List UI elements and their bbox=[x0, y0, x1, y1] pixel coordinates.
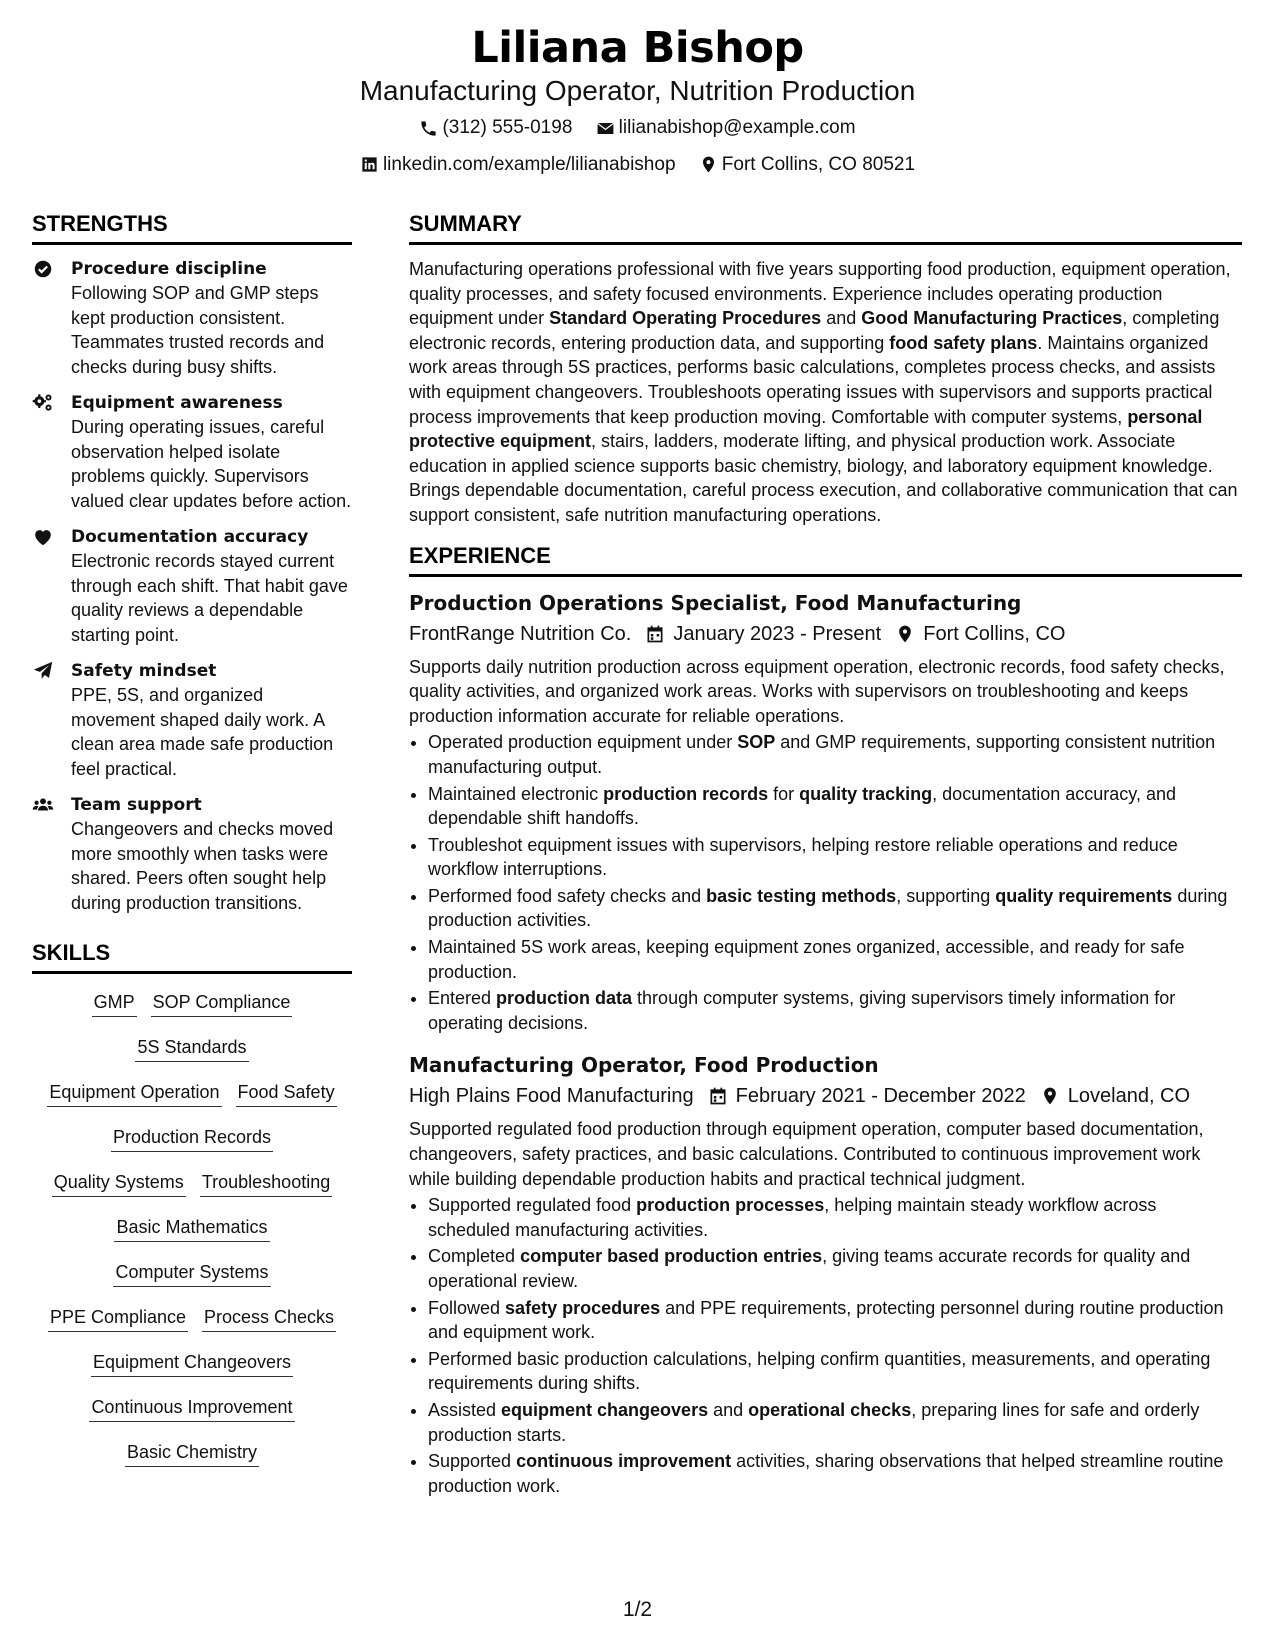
text-run: Performed basic production calculations, helping confirm quantities, measurements, and operating requirements during shifts. bbox=[428, 1348, 1211, 1394]
bold-text: food safety plans bbox=[889, 332, 1038, 353]
skill-tag: Process Checks bbox=[202, 1305, 336, 1332]
text-run: Performed food safety checks and bbox=[428, 885, 707, 906]
team-icon bbox=[32, 794, 54, 816]
job-entry bbox=[409, 589, 1242, 1036]
heart-icon bbox=[32, 526, 54, 548]
candidate-name: Liliana Bishop bbox=[471, 23, 804, 73]
job-bullet bbox=[428, 1296, 1242, 1345]
skill-row bbox=[32, 1035, 352, 1062]
skills-heading: SKILLS bbox=[32, 939, 352, 974]
calendar-icon bbox=[645, 624, 665, 644]
email-contact[interactable] bbox=[596, 116, 856, 140]
bold-text: production records bbox=[603, 783, 769, 804]
text-run: Entered bbox=[428, 988, 497, 1009]
strength-item bbox=[32, 525, 352, 647]
contact-row-2 bbox=[0, 153, 1275, 182]
job-bullet bbox=[428, 884, 1242, 933]
skill-row bbox=[32, 1125, 352, 1152]
strength-text: PPE, 5S, and organized movement shaped daily work. A clean area made safe production feel practical. bbox=[71, 685, 334, 779]
job-title: Production Operations Specialist, Food Manufacturing bbox=[409, 590, 1022, 615]
bold-text: quality tracking bbox=[799, 783, 933, 804]
text-run: Troubleshot equipment issues with supervisors, helping restore reliable operations and reduce workflow interruptions. bbox=[428, 834, 1178, 880]
job-description: Supported regulated food production through equipment operation, computer based documentation, changeovers, safety practices, and basic calculations. Contributed to continuous improvement work while building dependable production habits and practical technical judgment. bbox=[409, 1119, 1204, 1189]
text-run: Supported bbox=[428, 1451, 517, 1472]
job-bullet bbox=[428, 1244, 1242, 1293]
text-run: Supported regulated food bbox=[428, 1195, 637, 1216]
text-run: during production activities. bbox=[428, 885, 1228, 931]
strength-text: Following SOP and GMP steps kept production consistent. Teammates trusted records and checks during busy shifts. bbox=[71, 283, 325, 377]
linkedin-contact[interactable] bbox=[360, 153, 676, 177]
text-run: , supporting bbox=[896, 885, 996, 906]
skill-tag: Basic Mathematics bbox=[114, 1215, 269, 1242]
skill-tag: GMP bbox=[92, 990, 137, 1017]
text-run: . Maintains organized work areas through 5S practices, performs basic calculations, completes process checks, and assists with equipment changeovers. Troubleshoots operating issues with supervisors and supports practical process improvements that keep production moving. Comfortable with computer systems, bbox=[409, 332, 1216, 427]
job-bullet bbox=[428, 782, 1242, 831]
contact-row-1 bbox=[0, 116, 1275, 145]
text-run: Maintained 5S work areas, keeping equipment zones organized, accessible, and ready for safe production. bbox=[428, 937, 1185, 982]
summary-heading: SUMMARY bbox=[409, 210, 1242, 245]
bold-text: basic testing methods bbox=[706, 885, 897, 906]
calendar-icon bbox=[708, 1086, 728, 1106]
job-bullet bbox=[428, 1449, 1242, 1498]
strength-item bbox=[32, 257, 352, 379]
skill-tag: SOP Compliance bbox=[151, 990, 293, 1017]
job-bullet bbox=[428, 935, 1242, 984]
job-dates-group bbox=[708, 1083, 1026, 1109]
skill-row bbox=[32, 1260, 352, 1287]
bold-text: production data bbox=[496, 988, 633, 1009]
bold-text: quality requirements bbox=[995, 885, 1173, 906]
skill-row bbox=[32, 1350, 352, 1377]
skill-tag: Basic Chemistry bbox=[125, 1440, 259, 1467]
linkedin-url: linkedin.com/example/lilianabishop bbox=[382, 153, 676, 175]
job-bullet bbox=[428, 730, 1242, 779]
map-pin-icon bbox=[895, 624, 915, 644]
bold-text: equipment changeovers bbox=[501, 1399, 709, 1420]
skill-tag: Equipment Operation bbox=[47, 1080, 221, 1107]
skill-tag: Computer Systems bbox=[113, 1260, 270, 1287]
experience-heading: EXPERIENCE bbox=[409, 542, 1242, 577]
text-run: , documentation accuracy, and dependable shift handoffs. bbox=[428, 783, 1176, 829]
left-column bbox=[32, 210, 352, 1485]
skill-tag: Quality Systems bbox=[52, 1170, 186, 1197]
right-column bbox=[409, 210, 1242, 1514]
job-location: Fort Collins, CO bbox=[923, 622, 1066, 645]
page-number: 1/2 bbox=[622, 1598, 653, 1621]
text-run: and bbox=[708, 1399, 749, 1420]
skill-tag: 5S Standards bbox=[135, 1035, 248, 1062]
text-run: Assisted bbox=[428, 1399, 502, 1420]
bold-text: continuous improvement bbox=[516, 1451, 732, 1472]
strength-text: Changeovers and checks moved more smoothly when tasks were shared. Peers often sought help during production transitions. bbox=[71, 819, 334, 913]
strength-item bbox=[32, 793, 352, 915]
bold-text: personal protective equipment bbox=[409, 406, 1203, 452]
text-run: Followed bbox=[428, 1297, 506, 1318]
email-address: lilianabishop@example.com bbox=[618, 117, 856, 138]
linkedin-icon bbox=[360, 155, 379, 174]
experience-list bbox=[409, 589, 1242, 1499]
bold-text: Good Manufacturing Practices bbox=[861, 308, 1123, 329]
text-run: Operated production equipment under bbox=[428, 732, 738, 753]
skill-row bbox=[32, 1305, 352, 1332]
text-run: Completed bbox=[428, 1246, 521, 1267]
skill-row bbox=[32, 1080, 352, 1107]
location-contact bbox=[699, 153, 915, 177]
summary-text bbox=[409, 257, 1242, 528]
job-bullet bbox=[428, 833, 1242, 882]
job-description: Supports daily nutrition production across equipment operation, electronic records, food safety checks, quality activities, and organized work areas. Works with supervisors on troubleshooting and keeps production information accurate for reliable operations. bbox=[409, 656, 1225, 726]
strength-title: Procedure discipline bbox=[71, 259, 267, 279]
text-run: activities, sharing observations that helped streamline routine production work. bbox=[428, 1451, 1224, 1496]
bold-text: computer based production entries bbox=[520, 1246, 823, 1267]
job-bullet bbox=[428, 986, 1242, 1035]
strength-item bbox=[32, 391, 352, 513]
strength-item bbox=[32, 659, 352, 781]
job-entry bbox=[409, 1051, 1242, 1498]
resume-header bbox=[0, 22, 1275, 181]
phone-number: (312) 555-0198 bbox=[442, 117, 573, 138]
strengths-list bbox=[32, 257, 352, 915]
job-bullet bbox=[428, 1193, 1242, 1242]
text-run: Manufacturing operations professional with five years supporting food production, equipment operation, quality processes, and safety focused environments. Experience includes operating production equipment under bbox=[409, 259, 1231, 329]
candidate-title: Manufacturing Operator, Nutrition Production bbox=[359, 75, 916, 106]
job-bullets bbox=[409, 730, 1242, 1035]
company-name: FrontRange Nutrition Co. bbox=[409, 622, 632, 645]
text-run: and bbox=[821, 308, 862, 329]
skill-row bbox=[32, 1440, 352, 1467]
skill-row bbox=[32, 990, 352, 1017]
text-run: Maintained electronic bbox=[428, 783, 604, 804]
map-pin-icon bbox=[1040, 1086, 1060, 1106]
skill-row bbox=[32, 1215, 352, 1242]
bold-text: operational checks bbox=[748, 1399, 912, 1420]
strength-text: During operating issues, careful observation helped isolate problems quickly. Supervisors valued clear updates before action. bbox=[71, 417, 352, 511]
skill-row bbox=[32, 1170, 352, 1197]
text-run: and PPE requirements, protecting personnel during routine production and equipment work. bbox=[428, 1297, 1224, 1343]
check-circle-icon bbox=[32, 258, 54, 280]
paper-plane-icon bbox=[32, 660, 54, 682]
skill-tag: Food Safety bbox=[236, 1080, 337, 1107]
skill-tag: Troubleshooting bbox=[200, 1170, 332, 1197]
text-run: and GMP requirements, supporting consistent nutrition manufacturing output. bbox=[428, 732, 1216, 777]
skill-tag: Production Records bbox=[111, 1125, 273, 1152]
skills-list bbox=[32, 986, 352, 1467]
text-run: for bbox=[768, 783, 800, 804]
job-bullet bbox=[428, 1347, 1242, 1396]
company-name: High Plains Food Manufacturing bbox=[409, 1085, 694, 1108]
strength-title: Equipment awareness bbox=[71, 393, 283, 413]
text-run: , stairs, ladders, moderate lifting, and physical production work. Associate education in applied science supports basic chemistry, biology, and laboratory equipment knowledge. Brings dependable documentation, careful process execution, and collaborative communication that can support consistent, safe nutrition manufacturing operations. bbox=[409, 431, 1238, 525]
gears-icon bbox=[32, 392, 54, 414]
strength-title: Documentation accuracy bbox=[71, 527, 309, 547]
job-dates: January 2023 - Present bbox=[673, 622, 882, 645]
job-meta bbox=[409, 621, 1242, 647]
strength-title: Safety mindset bbox=[71, 661, 217, 681]
job-location-group bbox=[1040, 1083, 1190, 1109]
text-run: , helping maintain steady workflow across scheduled manufacturing activities. bbox=[428, 1195, 1157, 1240]
job-dates-group bbox=[645, 621, 881, 647]
skill-tag: Equipment Changeovers bbox=[91, 1350, 293, 1377]
strength-text: Electronic records stayed current through each shift. That habit gave quality reviews a dependable starting point. bbox=[71, 551, 348, 645]
job-location-group bbox=[895, 621, 1065, 647]
envelope-icon bbox=[596, 119, 615, 138]
skill-row bbox=[32, 1395, 352, 1422]
phone-icon bbox=[419, 119, 438, 138]
text-run: through computer systems, giving supervisors timely information for operating decisions. bbox=[428, 988, 1176, 1033]
bold-text: production processes bbox=[636, 1195, 825, 1216]
job-bullets bbox=[409, 1193, 1242, 1498]
strengths-heading: STRENGTHS bbox=[32, 210, 352, 245]
location-text: Fort Collins, CO 80521 bbox=[721, 153, 916, 175]
bold-text: SOP bbox=[737, 732, 776, 753]
phone-contact[interactable] bbox=[419, 116, 572, 140]
text-run: , completing electronic records, entering production data, and supporting bbox=[409, 308, 1220, 353]
skill-tag: PPE Compliance bbox=[48, 1305, 188, 1332]
job-title: Manufacturing Operator, Food Production bbox=[409, 1053, 879, 1078]
text-run: , preparing lines for safe and orderly production starts. bbox=[428, 1399, 1200, 1445]
job-dates: February 2021 - December 2022 bbox=[735, 1085, 1026, 1108]
job-meta bbox=[409, 1083, 1242, 1109]
job-location: Loveland, CO bbox=[1067, 1085, 1191, 1108]
skill-tag: Continuous Improvement bbox=[89, 1395, 294, 1422]
bold-text: safety procedures bbox=[505, 1297, 661, 1318]
map-pin-icon bbox=[699, 155, 718, 174]
text-run: , giving teams accurate records for quality and operational review. bbox=[428, 1246, 1191, 1291]
bold-text: Standard Operating Procedures bbox=[549, 308, 822, 329]
strength-title: Team support bbox=[71, 795, 202, 815]
job-bullet bbox=[428, 1398, 1242, 1447]
